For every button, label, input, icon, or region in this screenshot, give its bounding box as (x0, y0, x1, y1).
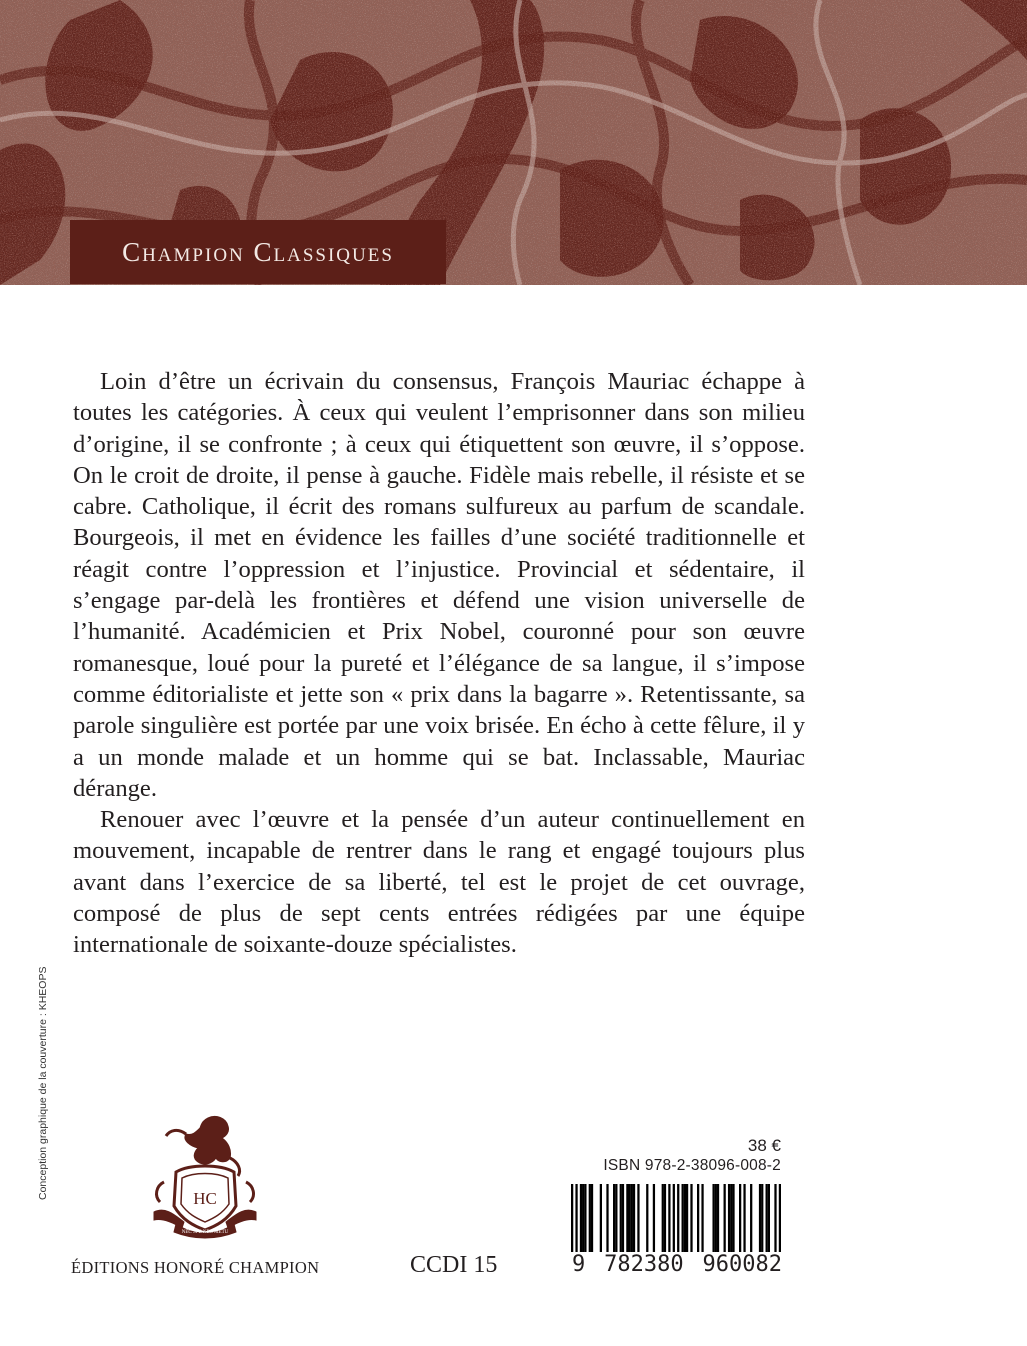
barcode-bar (613, 1184, 615, 1252)
barcode-bar (580, 1184, 582, 1252)
barcode-bar (728, 1184, 730, 1252)
barcode-bar (697, 1184, 699, 1252)
barcode-digits (571, 1252, 783, 1277)
barcode-bar (584, 1184, 586, 1252)
barcode-bar (571, 1184, 573, 1262)
barcode-bar (774, 1184, 776, 1262)
publisher-name: ÉDITIONS HONORÉ CHAMPION (71, 1258, 320, 1277)
barcode-bar (724, 1184, 726, 1252)
barcode-bar (668, 1184, 670, 1252)
barcode-bar (712, 1184, 714, 1252)
logo-monogram: HC (193, 1189, 217, 1208)
barcode-bar (673, 1184, 675, 1262)
barcode-bar (717, 1184, 719, 1252)
barcode-bar (653, 1184, 655, 1252)
barcode-bar (606, 1184, 608, 1252)
barcode-bar (646, 1184, 648, 1252)
rearing-horse-crest-icon (146, 1112, 264, 1240)
barcode-bar (768, 1184, 770, 1252)
barcode-bar (622, 1184, 624, 1252)
barcode-bar (732, 1184, 734, 1252)
barcode-left-group: 782380 (604, 1252, 684, 1277)
isbn-number: ISBN 978-2-38096-008-2 (603, 1157, 781, 1174)
barcode-bar (620, 1184, 622, 1252)
barcode-bar (575, 1184, 577, 1262)
barcode-bar (759, 1184, 761, 1252)
barcode-bar (701, 1184, 703, 1252)
cover-design-credit: Conception graphique de la couverture : KHEOPS (37, 966, 49, 1200)
barcode-bar (779, 1184, 781, 1262)
barcode-bar (677, 1184, 679, 1262)
barcode-bar (715, 1184, 717, 1252)
barcode-bar (664, 1184, 666, 1252)
barcode-right-group: 960082 (702, 1252, 782, 1277)
barcode-bar (750, 1184, 752, 1252)
barcode-bar (600, 1184, 602, 1252)
barcode-bar (739, 1184, 741, 1252)
barcode-bar (684, 1184, 686, 1252)
barcode-bar (766, 1184, 768, 1252)
barcode-bar (591, 1184, 593, 1252)
description-paragraph-1: Loin d’être un écrivain du consensus, François Mauriac échappe à toutes les catégories. À ceux qui veulent l’emprisonner dans son milieu d’origine, il se confronte ; à ceux qui étiquettent son œuvre, il s’oppose. On le croit de droite, il pense à gauche. Fidèle mais rebelle, il résiste et se cabre. Catholique, il écrit des romans sulfureux au parfum de scandale. Bourgeois, il met en évidence les failles d’une société traditionnelle et réagit contre l’oppression et l’injustice. Provincial et sédentaire, il s’engage par-delà les frontières et défend une vision universelle de l’humanité. Académicien et Prix Nobel, couronné pour son œuvre romanesque, loué pour la pureté et l’élégance de sa langue, il s’impose comme éditorialiste et jette son « prix dans la bagarre ». Retentissante, sa parole singulière est portée par une voix brisée. En écho à cette fêlure, il y a un monde malade et un homme qui se bat. Inclassable, Mauriac dérange. (73, 368, 805, 802)
barcode-bar (682, 1184, 684, 1252)
series-code: CCDI 15 (410, 1252, 498, 1278)
barcode-bar (626, 1184, 628, 1252)
barcode-bar (686, 1184, 688, 1252)
barcode-icon (571, 1184, 781, 1262)
back-cover-description (73, 366, 805, 961)
series-title: Champion Classiques (122, 236, 394, 267)
barcode-bar (628, 1184, 630, 1252)
logo-motto: NEC SPE NEC METU (181, 1230, 229, 1235)
series-title-banner (70, 220, 446, 284)
barcode-bar (633, 1184, 635, 1252)
barcode-bar (730, 1184, 732, 1252)
price: 38 € (747, 1136, 781, 1155)
barcode-bar (582, 1184, 584, 1252)
barcode-bar (743, 1184, 745, 1252)
barcode-bar (662, 1184, 664, 1252)
barcode-bar (631, 1184, 633, 1252)
barcode-bar (761, 1184, 763, 1252)
barcode-bar (690, 1184, 692, 1252)
description-paragraph-2: Renouer avec l’œuvre et la pensée d’un auteur continuellement en mouvement, incapable de rentrer dans le rang et engagé toujours plus avant dans l’exercice de sa liberté, tel est le projet de cet ouvrage, composé de plus de sept cents entrées rédigées par une équipe internationale de soixante-douze spécialistes. (73, 806, 805, 959)
barcode-first-digit: 9 (572, 1252, 586, 1277)
barcode-bar (589, 1184, 591, 1252)
barcode-bar (615, 1184, 617, 1252)
barcode-bar (637, 1184, 639, 1252)
